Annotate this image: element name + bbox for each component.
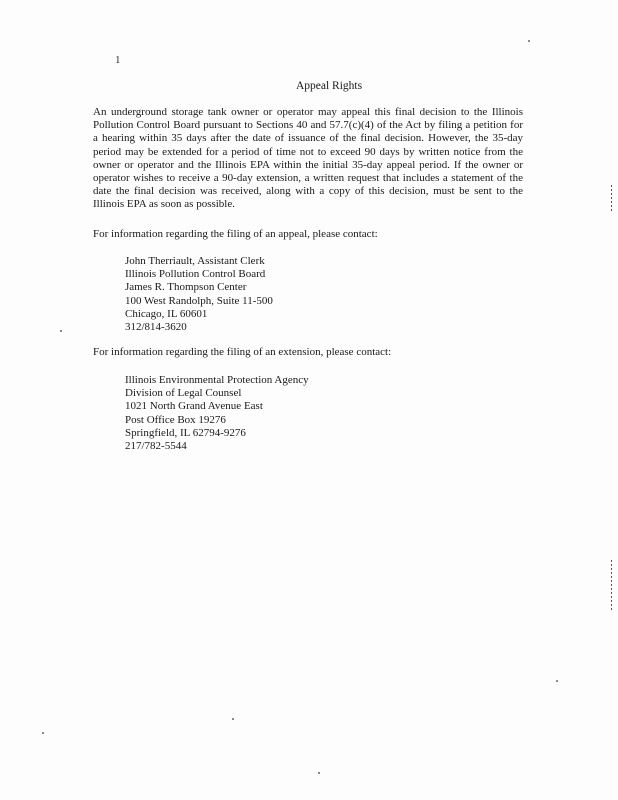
extension-contact-intro: For information regarding the filing of an extension, please contact: (93, 346, 392, 358)
scan-speck (528, 40, 530, 42)
address-line: Springfield, IL 62794-9276 (125, 426, 246, 439)
address-line: Post Office Box 19276 (125, 413, 226, 426)
scan-speck (232, 718, 234, 720)
scan-speck (42, 732, 44, 734)
scan-speck (318, 772, 320, 774)
appeal-contact-intro: For information regarding the filing of an appeal, please contact: (93, 228, 378, 240)
scan-edge-mark (611, 560, 612, 610)
appeal-rights-paragraph: An underground storage tank owner or operator may appeal this final decision to the Illinois Pollution Control Board pursuant to Sections 40 and 57.7(c)(4) of the Act by filing a petition for a hearing within 35 days after the date of issuance of the final decision. However, the 35-day period may be extended for a period of time not to exceed 90 days by written notice from the owner or operator and the Illinois EPA within the initial 35-day appeal period. If the owner or operator wishes to receive a 90-day extension, a written request that includes a statement of the date the final decision was received, along with a copy of this decision, must be sent to the Illinois EPA as soon as possible. (93, 106, 523, 211)
scan-speck (556, 680, 558, 682)
scan-speck (60, 330, 62, 332)
address-line: Division of Legal Counsel (125, 387, 242, 400)
address-line: Illinois Environmental Protection Agency (125, 374, 309, 386)
page-mark: 1 (115, 54, 121, 66)
address-line: Chicago, IL 60601 (125, 307, 208, 320)
scan-edge-mark (611, 185, 612, 213)
address-line: James R. Thompson Center (125, 281, 247, 294)
address-line: 312/814-3620 (125, 321, 187, 334)
appeal-contact-address (125, 255, 273, 334)
extension-contact-address (125, 374, 309, 453)
page-title: Appeal Rights (295, 80, 363, 92)
address-line: Illinois Pollution Control Board (125, 268, 266, 281)
address-line: 217/782-5544 (125, 440, 187, 453)
address-line: John Therriault, Assistant Clerk (125, 255, 265, 267)
address-line: 1021 North Grand Avenue East (125, 400, 263, 413)
address-line: 100 West Randolph, Suite 11-500 (125, 294, 273, 307)
